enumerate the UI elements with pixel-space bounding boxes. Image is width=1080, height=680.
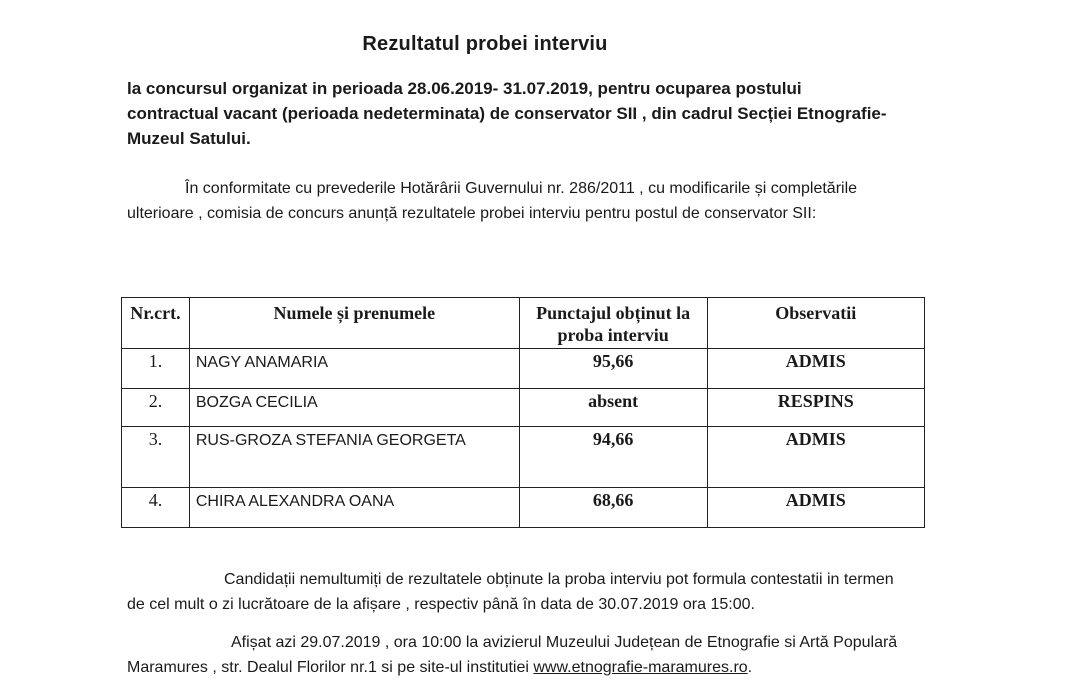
contest-note-text: Candidații nemultumiți de rezultatele obținute la proba interviu pot formula contestatii in termen de cel mult o zi lucrătoare de la afișare , respectiv până în data de 30.07.2019 ora 15:00.	[127, 571, 894, 613]
contest-note	[127, 567, 907, 617]
intro-paragraph	[127, 176, 867, 226]
row-observations: ADMIS	[707, 488, 924, 528]
row-nr: 4.	[122, 488, 190, 528]
row-score: 95,66	[519, 349, 707, 389]
website-link[interactable]: www.etnografie-maramures.ro	[533, 659, 748, 676]
row-score: 68,66	[519, 488, 707, 528]
posting-paragraph	[127, 630, 927, 680]
posting-end: .	[747, 659, 753, 676]
table-row	[122, 389, 925, 427]
row-nr: 2.	[122, 389, 190, 427]
row-name: BOZGA CECILIA	[189, 389, 519, 427]
row-nr: 1.	[122, 349, 190, 389]
row-name: RUS-GROZA STEFANIA GEORGETA	[189, 427, 519, 488]
document-title: Rezultatul probei interviu	[362, 33, 608, 55]
table-row	[122, 349, 925, 389]
row-name: CHIRA ALEXANDRA OANA	[189, 488, 519, 528]
row-observations: RESPINS	[707, 389, 924, 427]
header-observations: Observatii	[707, 298, 924, 349]
results-table	[121, 297, 925, 528]
row-nr: 3.	[122, 427, 190, 488]
header-nr: Nr.crt.	[122, 298, 190, 349]
posting-text: Afișat azi 29.07.2019 , ora 10:00 la avizierul Muzeului Județean de Etnografie si Artă Populară Maramures , str. Dealul Florilor nr.1 si pe site-ul institutiei	[127, 634, 898, 676]
document-subtitle: la concursul organizat in perioada 28.06.2019- 31.07.2019, pentru ocuparea postului contractual vacant (perioada nedeterminata) de conservator SII , din cadrul Secției Etnografie-Muzeul Satului.	[127, 79, 887, 148]
row-score: 94,66	[519, 427, 707, 488]
header-score: Punctajul obținut la proba interviu	[519, 298, 707, 349]
posting-info	[127, 630, 927, 680]
row-observations: ADMIS	[707, 427, 924, 488]
row-score: absent	[519, 389, 707, 427]
row-observations: ADMIS	[707, 349, 924, 389]
header-name: Numele și prenumele	[189, 298, 519, 349]
table-row	[122, 488, 925, 528]
intro-text: În conformitate cu prevederile Hotărârii Guvernului nr. 286/2011 , cu modificarile și completările ulterioare , comisia de concurs anunță rezultatele probei interviu pentru postul de conservator SII:	[127, 180, 858, 222]
table-row	[122, 427, 925, 488]
row-name: NAGY ANAMARIA	[189, 349, 519, 389]
table-header-row	[122, 298, 925, 349]
